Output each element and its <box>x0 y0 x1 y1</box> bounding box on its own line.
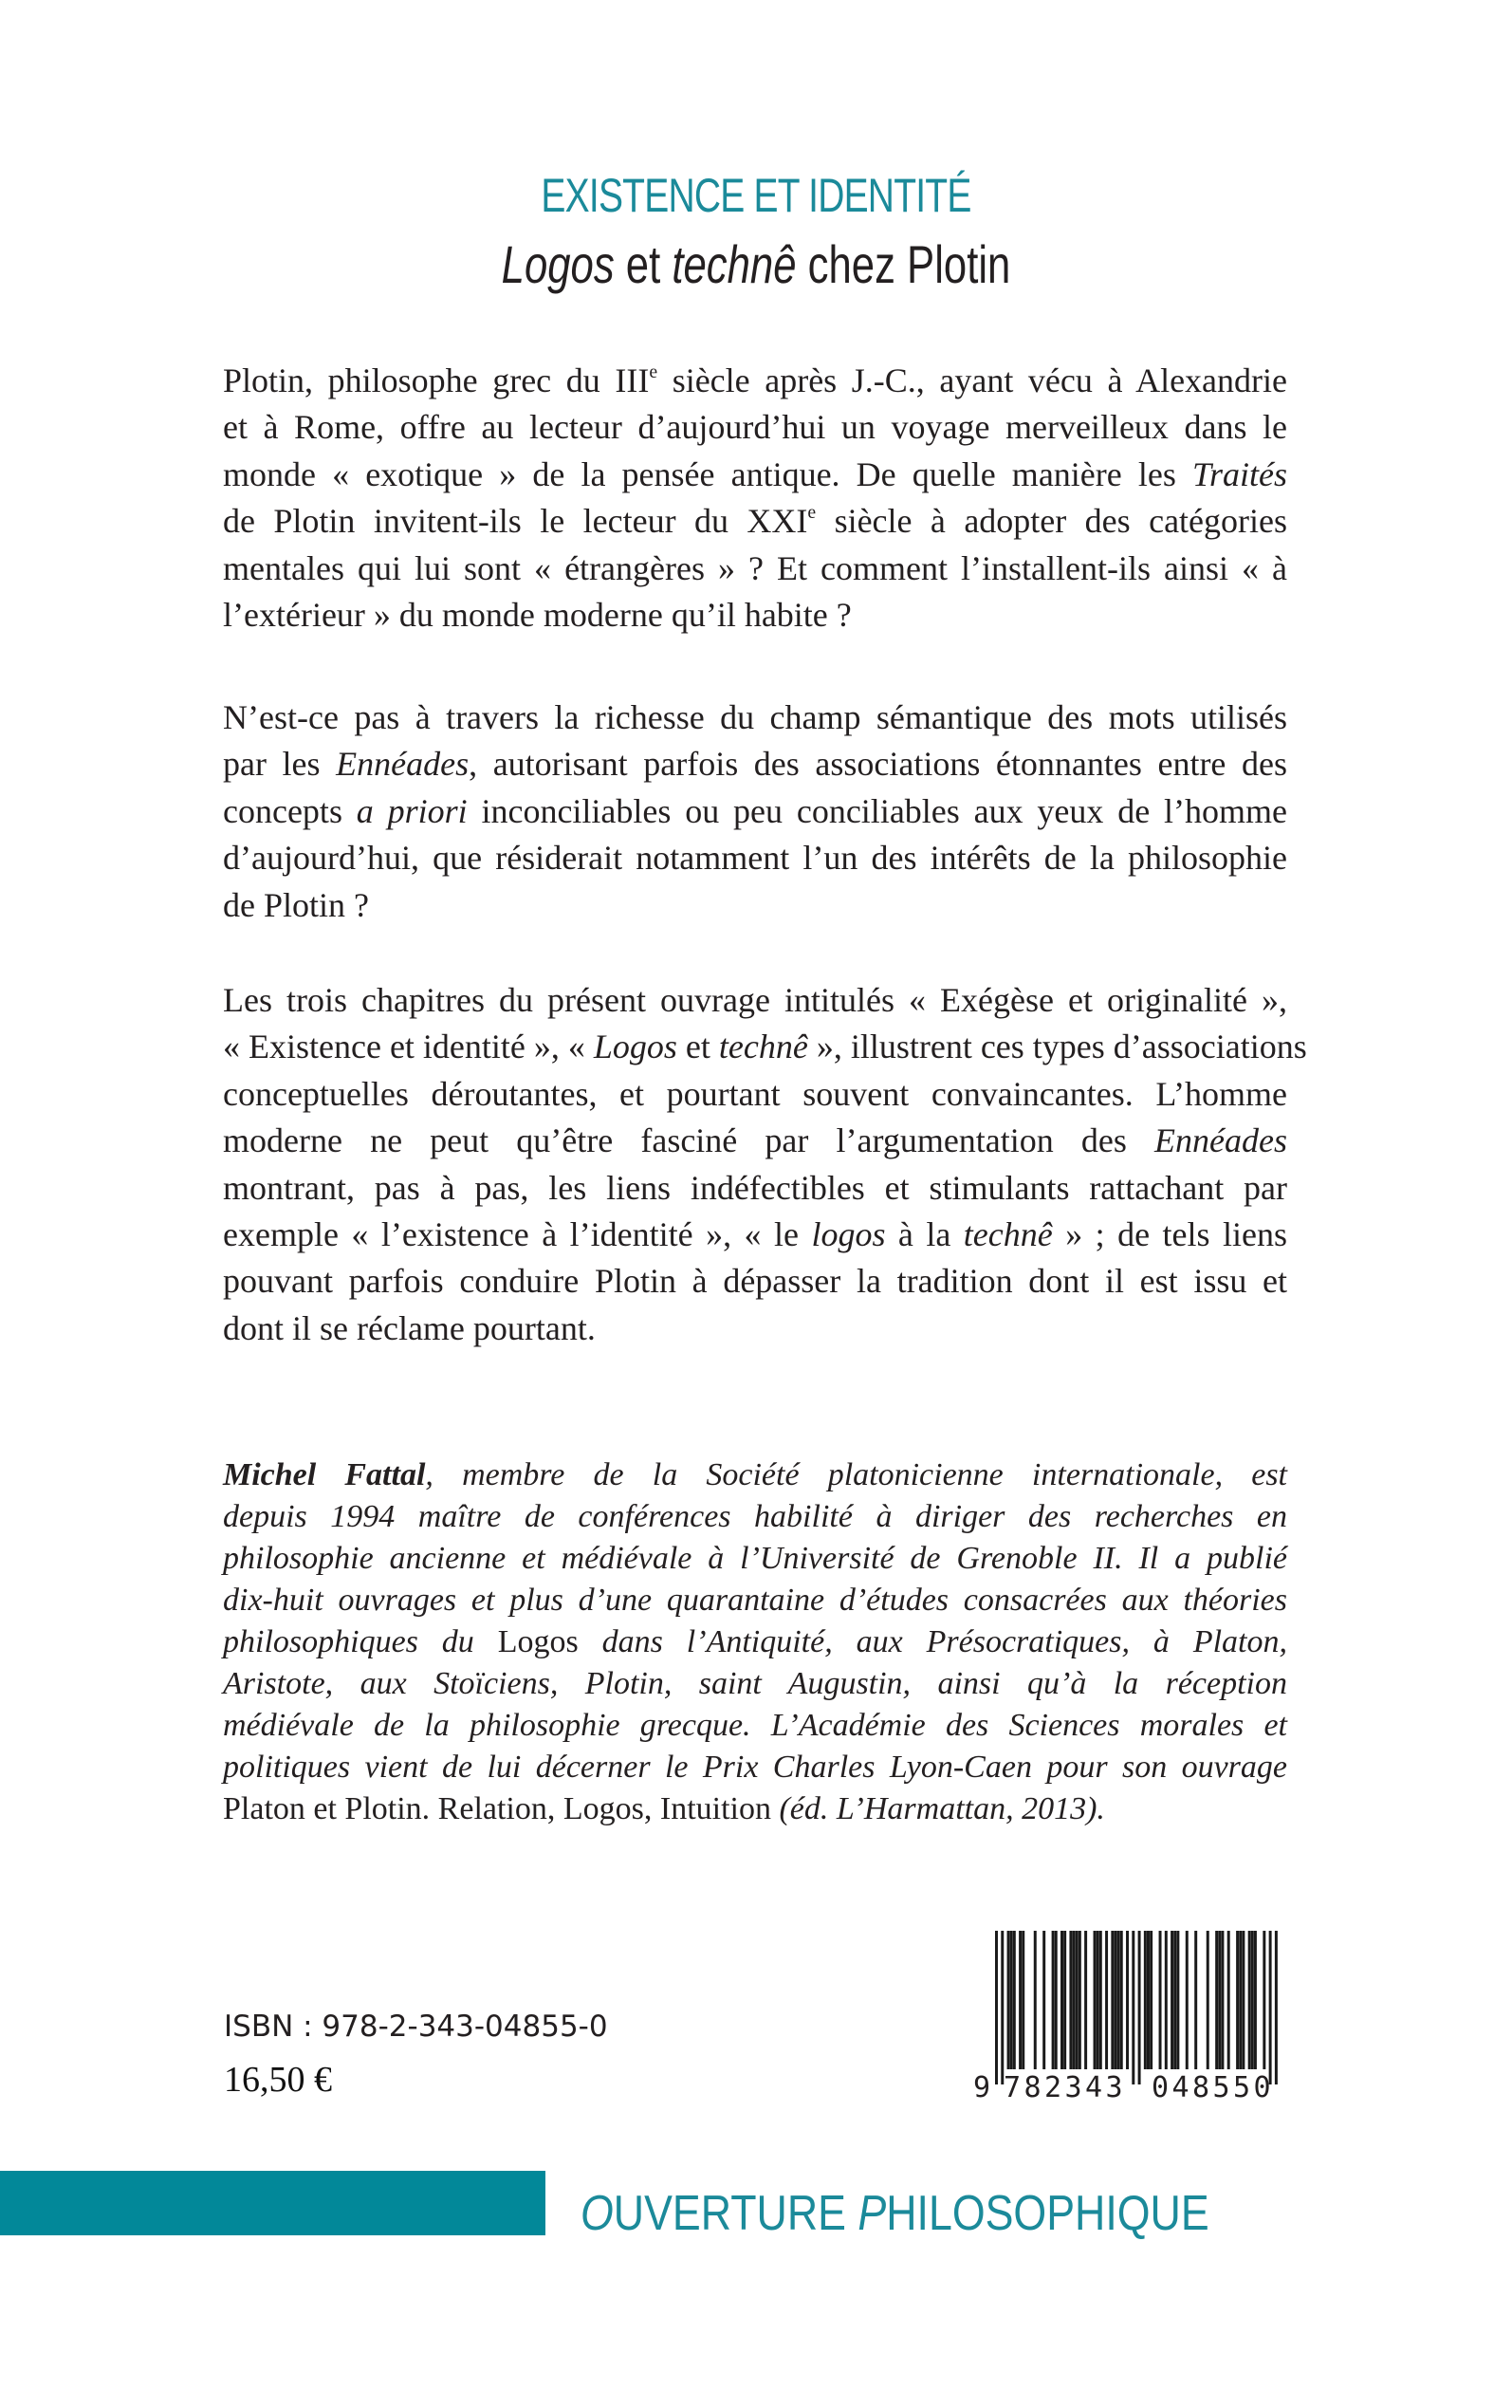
text-segment: Logos <box>593 1028 677 1066</box>
series-word-hilosophique: HILOSOPHIQUE <box>886 2186 1209 2241</box>
text-line <box>223 1621 1287 1663</box>
text-line <box>223 1258 1287 1305</box>
text-segment: et <box>676 1028 719 1066</box>
series-initial-p: P <box>857 2186 887 2241</box>
isbn: ISBN : 978-2-343-04855-0 <box>224 2010 608 2044</box>
text-line <box>223 404 1287 451</box>
blurb-paragraph-3 <box>223 977 1307 1352</box>
text-line <box>223 1165 1287 1212</box>
subtitle-et: et <box>614 234 673 294</box>
text-segment: l’extérieur » du monde moderne qu’il habite ? <box>223 595 852 634</box>
subtitle-logos: Logos <box>501 234 615 294</box>
text-segment: Les trois chapitres du présent ouvrage intitulés « Exégèse et originalité », <box>223 981 1287 1019</box>
text-segment: dix-huit ouvrages et plus d’une quarantaine d’études consacrées aux théories <box>223 1583 1287 1618</box>
series-name <box>581 2185 1209 2242</box>
subtitle-chez-plotin: chez Plotin <box>796 234 1011 294</box>
barcode-digit: 3 <box>1064 2071 1082 2104</box>
author-bio <box>223 1454 1287 1830</box>
text-line <box>223 358 1287 404</box>
text-segment: Platon et Plotin. Relation, Logos, Intuition <box>223 1791 771 1826</box>
text-segment: de Plotin ? <box>223 885 369 924</box>
text-segment: depuis 1994 maître de conférences habilité à diriger des recherches en <box>223 1499 1287 1534</box>
text-line <box>223 788 1287 835</box>
barcode-digit: 9 <box>973 2071 991 2104</box>
price: 16,50 € <box>224 2060 332 2100</box>
text-line <box>223 1496 1287 1538</box>
text-line <box>223 1212 1287 1258</box>
text-segment: monde « exotique » de la pensée antique. De quelle manière les <box>223 454 1192 493</box>
text-line <box>223 835 1287 881</box>
text-line <box>223 695 1287 741</box>
text-line <box>223 741 1287 787</box>
text-line <box>223 1306 1287 1352</box>
text-segment: moderne ne peut qu’être fasciné par l’argumentation des <box>223 1121 1155 1160</box>
text-segment: par les <box>223 745 337 784</box>
barcode-digit: 5 <box>1212 2071 1230 2104</box>
text-segment: Logos <box>497 1624 579 1659</box>
text-line <box>223 1024 1307 1070</box>
text-line <box>223 498 1287 545</box>
text-segment: conceptuelles déroutantes, et pourtant souvent convaincantes. L’homme <box>223 1074 1287 1113</box>
series-color-bar <box>0 2171 545 2235</box>
text-line <box>223 1118 1287 1164</box>
text-segment: dans l’Antiquité, aux Présocratiques, à Platon, <box>578 1624 1287 1659</box>
text-segment: , autorisant parfois des associations étonnantes entre des <box>469 745 1287 784</box>
text-line <box>223 546 1287 592</box>
blurb-paragraph-1 <box>223 358 1287 639</box>
text-line <box>223 592 1287 639</box>
text-segment: pouvant parfois conduire Plotin à dépasser la tradition dont il est issu et <box>223 1262 1287 1301</box>
series-word-uverture: UVERTURE <box>613 2186 858 2241</box>
barcode-digit: 8 <box>1023 2071 1042 2104</box>
text-segment: montrant, pas à pas, les liens indéfectibles et stimulants rattachant par <box>223 1168 1287 1207</box>
text-line <box>223 1747 1287 1788</box>
text-line <box>223 452 1287 498</box>
text-line <box>223 882 1287 929</box>
barcode-digit: 8 <box>1192 2071 1210 2104</box>
barcode-digit: 2 <box>1044 2071 1062 2104</box>
text-segment: médiévale de la philosophie grecque. L’Académie des Sciences morales et <box>223 1708 1287 1743</box>
text-segment: philosophie ancienne et médiévale à l’Université de Grenoble II. Il a publié <box>223 1541 1287 1576</box>
barcode-digit: 4 <box>1085 2071 1103 2104</box>
book-title: EXISTENCE ET IDENTITÉ <box>541 169 971 222</box>
text-segment: Ennéades <box>1154 1121 1287 1160</box>
text-segment: technê <box>718 1028 808 1066</box>
text-segment: concepts <box>223 791 357 830</box>
text-line <box>223 1705 1287 1747</box>
text-segment: inconciliables ou peu conciliables aux yeux de l’homme <box>467 791 1287 830</box>
text-segment: « Existence et identité », « <box>223 1028 594 1066</box>
text-segment: d’aujourd’hui, que résiderait notamment l’un des intérêts de la philosophie <box>223 839 1287 878</box>
text-line <box>223 1071 1287 1118</box>
subtitle-techne: technê <box>672 234 797 294</box>
superscript: e <box>649 361 658 383</box>
barcode-digit: 3 <box>1105 2071 1123 2104</box>
blurb-paragraph-2 <box>223 695 1287 929</box>
text-segment: (éd. L’Harmattan, 2013). <box>770 1791 1105 1826</box>
text-segment: logos <box>811 1214 886 1253</box>
barcode-icon <box>995 1931 1299 2092</box>
text-segment: de Plotin invitent-ils le lecteur du XXI <box>223 502 808 541</box>
series-initial-o: O <box>581 2186 614 2241</box>
text-segment: philosophiques du <box>223 1624 498 1659</box>
barcode-digit: 0 <box>1152 2071 1170 2104</box>
text-segment: Aristote, aux Stoïciens, Plotin, saint Augustin, ainsi qu’à la réception <box>223 1666 1287 1701</box>
text-segment: , membre de la Société platonicienne internationale, est <box>425 1457 1287 1492</box>
text-segment: et à Rome, offre au lecteur d’aujourd’hui un voyage merveilleux dans le <box>223 408 1287 447</box>
text-line <box>223 1663 1287 1705</box>
text-segment: mentales qui lui sont « étrangères » ? Et comment l’installent-ils ainsi « à <box>223 548 1287 587</box>
text-segment: dont il se réclame pourtant. <box>223 1308 596 1347</box>
text-segment: Plotin, philosophe grec du III <box>223 361 650 399</box>
text-segment: Michel Fattal <box>223 1457 426 1492</box>
text-segment: Ennéades <box>336 745 470 784</box>
barcode-digit: 0 <box>1253 2071 1271 2104</box>
text-line <box>223 1538 1287 1580</box>
text-segment: à la <box>885 1214 964 1253</box>
barcode-digit: 4 <box>1171 2071 1189 2104</box>
text-segment: siècle après J.-C., ayant vécu à Alexandrie <box>657 361 1287 399</box>
text-segment: » ; de tels liens <box>1052 1214 1287 1253</box>
book-subtitle <box>166 233 1345 296</box>
barcode-digit: 7 <box>1004 2071 1022 2104</box>
text-line <box>223 1454 1287 1496</box>
text-segment: a priori <box>356 791 468 830</box>
text-segment: », illustrent ces types d’associations <box>807 1028 1307 1066</box>
text-line <box>223 977 1287 1024</box>
text-segment: technê <box>963 1214 1053 1253</box>
text-segment: N’est-ce pas à travers la richesse du champ sémantique des mots utilisés <box>223 698 1287 736</box>
text-segment: politiques vient de lui décerner le Prix Charles Lyon-Caen pour son ouvrage <box>223 1750 1287 1785</box>
text-line <box>223 1788 1287 1830</box>
text-line <box>223 1580 1287 1621</box>
text-segment: exemple « l’existence à l’identité », « le <box>223 1214 812 1253</box>
text-segment: siècle à adopter des catégories <box>816 502 1288 541</box>
barcode-digit: 5 <box>1233 2071 1251 2104</box>
superscript: e <box>807 502 817 524</box>
text-segment: Traités <box>1191 454 1287 493</box>
